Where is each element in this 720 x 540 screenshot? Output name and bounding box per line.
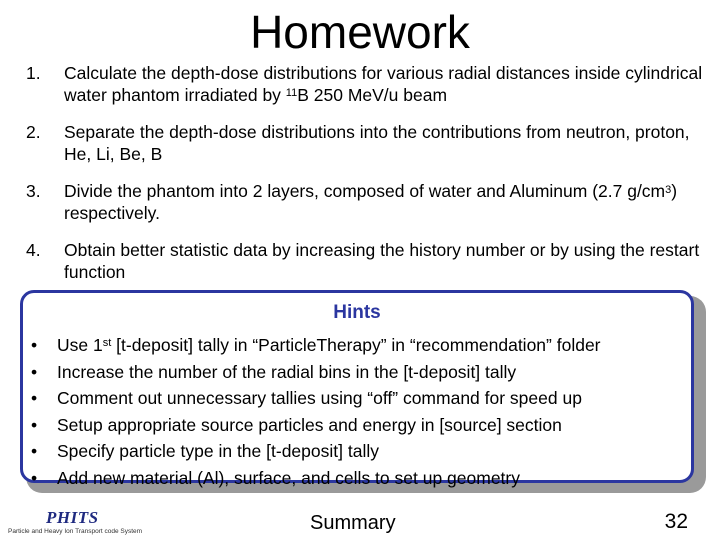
homework-item-1 — [26, 62, 706, 106]
hints-list — [31, 332, 691, 491]
item-number: 1. — [26, 63, 41, 83]
bullet-icon: • — [31, 335, 38, 355]
isotope-superscript: 11 — [285, 87, 298, 99]
item-number: 4. — [26, 240, 41, 260]
page-number: 32 — [664, 510, 688, 533]
homework-item-2 — [26, 121, 706, 165]
footer-label: Summary — [310, 512, 396, 534]
homework-item-3 — [26, 180, 706, 224]
hint-text: Use 1 — [57, 335, 103, 355]
logo-wordmark: PHITS — [46, 508, 99, 527]
item-text: Calculate the depth-dose distributions for various radial distances inside cylindrical water phantom irradiated by — [64, 63, 703, 105]
hint-item-4 — [31, 412, 691, 439]
item-number: 2. — [26, 122, 41, 142]
hint-text: Specify particle type in the [t-deposit] tally — [57, 441, 379, 461]
hints-title: Hints — [333, 302, 381, 323]
item-text: Separate the depth-dose distributions into the contributions from neutron, proton, He, Li, Be, B — [64, 122, 690, 164]
bullet-icon: • — [31, 388, 38, 408]
hint-text-end: [t-deposit] tally in “ParticleTherapy” in “recommendation” folder — [111, 335, 601, 355]
hint-item-2 — [31, 359, 691, 386]
hint-item-1 — [31, 332, 691, 359]
bullet-icon: • — [31, 441, 38, 461]
phits-logo — [8, 510, 158, 538]
bullet-icon: • — [31, 414, 38, 435]
hint-text: Setup appropriate source particles and energy in [source] section — [57, 414, 562, 435]
hints-box — [20, 290, 694, 488]
hint-item-3 — [31, 385, 691, 412]
hint-text: Add new material (Al), surface, and cells to set up geometry — [57, 467, 520, 488]
hint-item-6 — [31, 465, 691, 492]
ordinal-superscript: st — [102, 337, 112, 349]
bullet-icon: • — [31, 467, 38, 488]
homework-list — [26, 62, 706, 298]
item-text: Divide the phantom into 2 layers, composed of water and Aluminum (2.7 g/cm — [64, 181, 666, 201]
slide-title: Homework — [250, 6, 470, 58]
logo-tagline: Particle and Heavy Ion Transport code System — [8, 528, 143, 535]
item-text: Obtain better statistic data by increasing the history number or by using the restart function — [64, 240, 700, 282]
unit-superscript: 3 — [665, 184, 672, 196]
hint-text: Comment out unnecessary tallies using “off” command for speed up — [57, 388, 582, 408]
hint-item-5 — [31, 438, 691, 465]
item-text-end: B 250 MeV/u beam — [297, 85, 448, 105]
homework-item-4 — [26, 239, 706, 283]
item-text-end: ) respectively. — [64, 181, 678, 223]
bullet-icon: • — [31, 361, 38, 382]
item-number: 3. — [26, 181, 41, 201]
hint-text: Increase the number of the radial bins in the [t-deposit] tally — [57, 361, 517, 382]
